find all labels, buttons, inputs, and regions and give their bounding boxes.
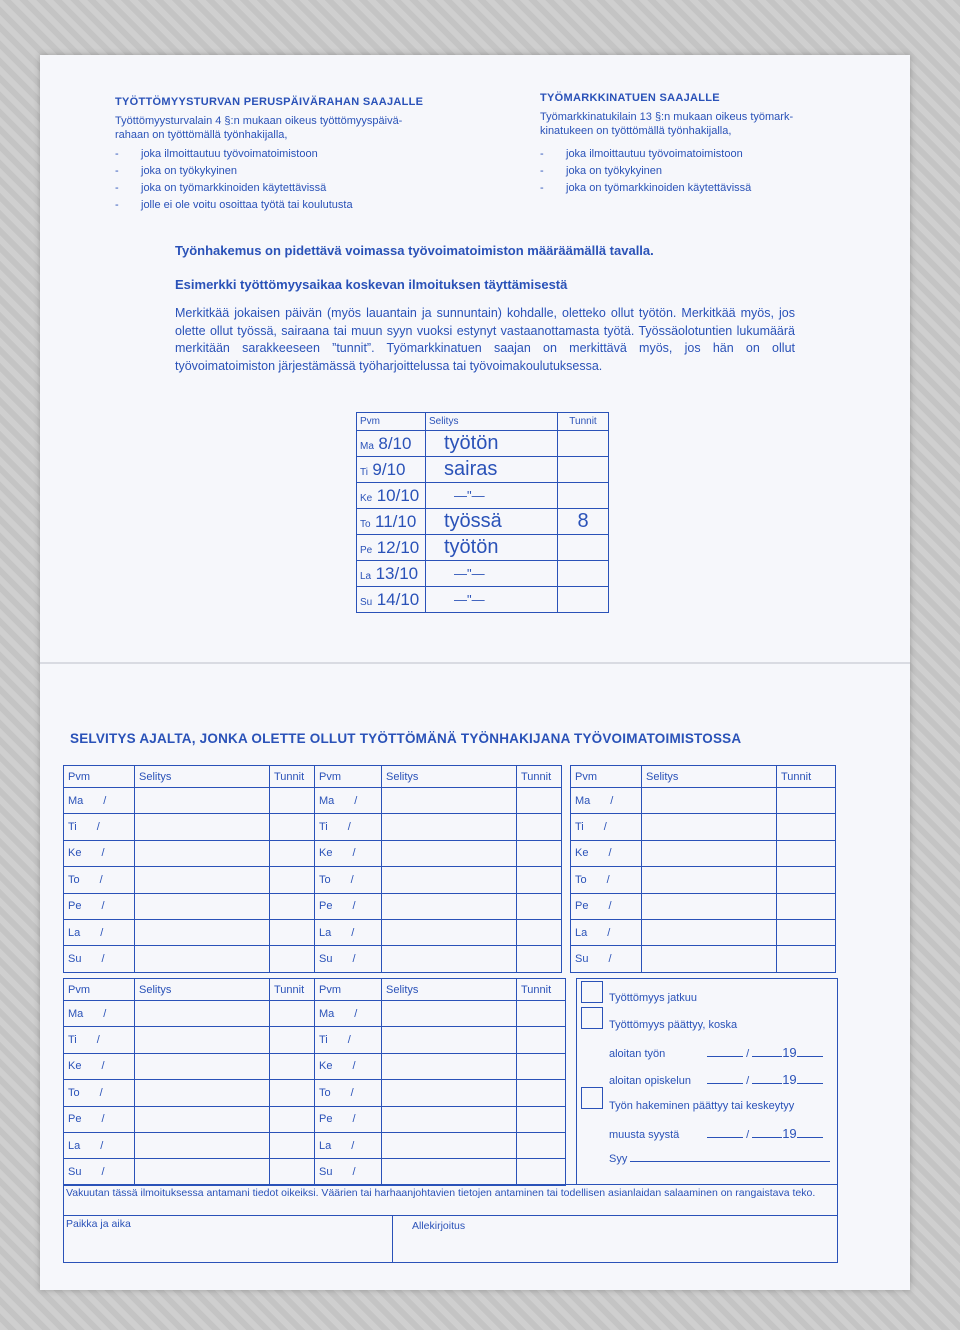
day-label: Pe: [68, 1113, 82, 1126]
description-field[interactable]: [135, 867, 270, 893]
start-study-day-field[interactable]: [707, 1083, 743, 1084]
column-gap: [562, 867, 571, 893]
hours-field[interactable]: [517, 946, 562, 972]
description-field[interactable]: [135, 840, 270, 866]
header-desc: Selitys: [382, 979, 517, 1001]
start-work-year-field[interactable]: [797, 1056, 823, 1057]
date-separator: /: [101, 1060, 105, 1073]
date-separator: /: [608, 900, 612, 913]
column-gap: [562, 919, 571, 945]
hours-field[interactable]: [517, 893, 562, 919]
hours-field[interactable]: [270, 1132, 315, 1158]
declaration-section: [63, 1184, 838, 1263]
place-date-label: Paikka ja aika: [66, 1218, 131, 1230]
description-field[interactable]: [135, 814, 270, 840]
date-field[interactable]: [64, 946, 135, 972]
date-field[interactable]: [315, 919, 382, 945]
description-field[interactable]: [382, 946, 517, 972]
description-field[interactable]: [382, 1132, 517, 1158]
left-intro-line-1: Työttömyysturvalain 4 §:n mukaan oikeus työttömyyspäivä-: [115, 115, 403, 127]
table-row: [64, 1132, 566, 1158]
header-date: Pvm: [315, 766, 382, 788]
table-row: [64, 1001, 566, 1027]
date-separator: /: [103, 1007, 107, 1020]
date-field[interactable]: [315, 1159, 382, 1185]
table-row: Ma 8/10 työtön: [357, 431, 609, 457]
continues-checkbox[interactable]: [581, 981, 603, 1003]
date-field[interactable]: [64, 840, 135, 866]
date-field[interactable]: [64, 893, 135, 919]
description-field[interactable]: [135, 1106, 270, 1132]
date-separator: /: [352, 847, 356, 860]
hours-field[interactable]: [777, 840, 836, 866]
date-separator: /: [101, 847, 105, 860]
date-separator: /: [101, 900, 105, 913]
header-desc: Selitys: [135, 766, 270, 788]
day-label: Ke: [68, 847, 82, 860]
hours-field[interactable]: [270, 840, 315, 866]
day-label: La: [319, 926, 332, 939]
hours-field[interactable]: [270, 1106, 315, 1132]
date-field[interactable]: [315, 1053, 382, 1079]
day-label: Ke: [319, 847, 333, 860]
day-label: Ke: [319, 1060, 333, 1073]
table-row: [64, 788, 836, 814]
hours-field[interactable]: [517, 1001, 566, 1027]
hours-field[interactable]: [270, 893, 315, 919]
other-reason-row: muusta syystä / 19: [609, 1126, 823, 1141]
hours-field[interactable]: [270, 1080, 315, 1106]
right-bullet-list: [540, 146, 870, 197]
day-label: Ti: [68, 1034, 77, 1047]
hours-field[interactable]: [777, 919, 836, 945]
benefit-info-right: [540, 92, 870, 197]
date-field[interactable]: [315, 840, 382, 866]
day-label: Ti: [575, 821, 584, 834]
date-separator: /: [100, 926, 104, 939]
header-date: Pvm: [571, 766, 642, 788]
left-heading: TYÖTTÖMYYSTURVAN PERUSPÄIVÄRAHAN SAAJALLE: [115, 96, 424, 108]
hours-field[interactable]: [517, 1159, 566, 1185]
search-ends-label: Työn hakeminen päättyy tai keskeytyy: [609, 1100, 795, 1112]
example-title: Esimerkki työttömyysaikaa koskevan ilmoituksen täyttämisestä: [175, 277, 568, 292]
table-row: [64, 1027, 566, 1053]
hours-field[interactable]: [517, 867, 562, 893]
header-date: Pvm: [64, 766, 135, 788]
continues-label: Työttömyys jatkuu: [609, 992, 698, 1004]
benefit-info-left: [115, 96, 495, 214]
column-gap: [562, 788, 571, 814]
table-row: Ti 9/10 sairas: [357, 457, 609, 483]
place-date-field[interactable]: [64, 1215, 393, 1263]
description-field[interactable]: [382, 919, 517, 945]
date-separator: /: [347, 1034, 351, 1047]
list-item: - jolle ei ole voitu osoittaa työtä tai koulutusta: [115, 199, 353, 211]
description-field[interactable]: [382, 1080, 517, 1106]
left-bullet-list: [115, 146, 495, 214]
other-month-field[interactable]: [752, 1137, 782, 1138]
date-field[interactable]: [571, 840, 642, 866]
description-field[interactable]: [642, 919, 777, 945]
list-item: - joka ilmoittautuu työvoimatoimistoon: [115, 148, 318, 160]
search-ends-checkbox[interactable]: [581, 1087, 603, 1109]
hours-field[interactable]: [270, 946, 315, 972]
ends-checkbox[interactable]: [581, 1007, 603, 1029]
column-gap: [562, 840, 571, 866]
table-row: [64, 1159, 566, 1185]
date-separator: /: [354, 794, 358, 807]
date-separator: /: [347, 821, 351, 834]
hours-field[interactable]: [270, 1027, 315, 1053]
date-field[interactable]: [315, 1132, 382, 1158]
hours-field[interactable]: [517, 1080, 566, 1106]
list-item: - joka on työmarkkinoiden käytettävissä: [115, 182, 327, 194]
description-field[interactable]: [642, 946, 777, 972]
description-field[interactable]: [382, 1053, 517, 1079]
date-separator: /: [96, 821, 100, 834]
date-separator: /: [101, 1166, 105, 1179]
description-field[interactable]: [382, 893, 517, 919]
day-label: Su: [68, 953, 82, 966]
reason-row: Syy: [609, 1153, 830, 1165]
day-label: La: [68, 926, 81, 939]
date-separator: /: [96, 1034, 100, 1047]
date-field[interactable]: [64, 867, 135, 893]
date-separator: /: [608, 847, 612, 860]
day-label: Ti: [319, 1034, 328, 1047]
start-study-month-field[interactable]: [752, 1083, 782, 1084]
date-separator: /: [103, 794, 107, 807]
hours-field[interactable]: [270, 1159, 315, 1185]
day-label: Pe: [319, 1113, 333, 1126]
day-label: La: [68, 1139, 81, 1152]
header-hours: Tunnit: [270, 979, 315, 1001]
date-separator: /: [608, 953, 612, 966]
date-separator: /: [100, 1139, 104, 1152]
table-row: [64, 946, 836, 972]
day-label: Su: [319, 1166, 333, 1179]
description-field[interactable]: [382, 1106, 517, 1132]
hours-field[interactable]: [270, 1053, 315, 1079]
date-separator: /: [351, 926, 355, 939]
day-label: To: [68, 1086, 80, 1099]
date-field[interactable]: [315, 1106, 382, 1132]
day-label: Pe: [319, 900, 333, 913]
hours-field[interactable]: [517, 814, 562, 840]
right-intro-line-2: kinatukeen on työttömällä työnhakijalla,: [540, 125, 732, 137]
start-work-day-field[interactable]: [707, 1056, 743, 1057]
weekly-report-grid-top: [63, 765, 836, 973]
description-field[interactable]: [382, 788, 517, 814]
hours-field[interactable]: [270, 1001, 315, 1027]
start-work-row: aloitan työn / 19: [609, 1045, 823, 1060]
left-intro-line-2: rahaan on työttömällä työnhakijalla,: [115, 129, 288, 141]
table-row: [64, 893, 836, 919]
hours-field[interactable]: [777, 814, 836, 840]
column-gap: [562, 814, 571, 840]
date-field[interactable]: [571, 867, 642, 893]
header-hours: Tunnit: [517, 766, 562, 788]
day-label: Ma: [68, 794, 84, 807]
table-row: Su 14/10 —"—: [357, 587, 609, 613]
date-field[interactable]: [315, 946, 382, 972]
hours-field[interactable]: [517, 1027, 566, 1053]
day-label: To: [68, 873, 80, 886]
description-field[interactable]: [382, 1159, 517, 1185]
description-field[interactable]: [135, 1159, 270, 1185]
list-item: - joka on työkykyinen: [540, 165, 662, 177]
date-field[interactable]: [64, 1001, 135, 1027]
form-title: SELVITYS AJALTA, JONKA OLETTE OLLUT TYÖTTÖMÄNÄ TYÖNHAKIJANA TYÖVOIMATOIMISTOSSA: [70, 731, 742, 746]
day-label: Ma: [319, 1007, 335, 1020]
header-desc: Selitys: [642, 766, 777, 788]
column-gap: [562, 893, 571, 919]
date-separator: /: [352, 1166, 356, 1179]
date-separator: /: [607, 926, 611, 939]
date-field[interactable]: [315, 788, 382, 814]
description-field[interactable]: [642, 814, 777, 840]
list-item: - joka on työmarkkinoiden käytettävissä: [540, 182, 752, 194]
hours-field[interactable]: [517, 1053, 566, 1079]
table-row: Pe 12/10 työtön: [357, 535, 609, 561]
hours-field[interactable]: [777, 893, 836, 919]
header-date: Pvm: [64, 979, 135, 1001]
date-separator: /: [610, 794, 614, 807]
column-gap: [562, 946, 571, 972]
paper-fold-line: [40, 662, 910, 664]
day-label: Ke: [68, 1060, 82, 1073]
description-field[interactable]: [135, 1132, 270, 1158]
day-label: Ma: [68, 1007, 84, 1020]
example-header-date: Pvm: [357, 413, 426, 431]
date-field[interactable]: [315, 1001, 382, 1027]
description-field[interactable]: [135, 893, 270, 919]
description-field[interactable]: [382, 867, 517, 893]
description-field[interactable]: [382, 1001, 517, 1027]
date-separator: /: [603, 821, 607, 834]
header-date: Pvm: [315, 979, 382, 1001]
hours-field[interactable]: [517, 919, 562, 945]
date-field[interactable]: [64, 1132, 135, 1158]
date-separator: /: [606, 873, 610, 886]
date-field[interactable]: [64, 1106, 135, 1132]
date-field[interactable]: [64, 814, 135, 840]
day-label: Ma: [319, 794, 335, 807]
date-separator: /: [99, 1086, 103, 1099]
day-label: Ti: [319, 821, 328, 834]
hours-field[interactable]: [270, 919, 315, 945]
hours-field[interactable]: [777, 788, 836, 814]
day-label: La: [575, 926, 588, 939]
description-field[interactable]: [135, 1027, 270, 1053]
day-label: To: [319, 1086, 331, 1099]
list-item: - joka on työkykyinen: [115, 165, 237, 177]
reason-field[interactable]: [630, 1161, 830, 1162]
date-field[interactable]: [64, 1053, 135, 1079]
description-field[interactable]: [642, 840, 777, 866]
unemployment-status-panel: [576, 978, 838, 1185]
date-field[interactable]: [64, 1027, 135, 1053]
description-field[interactable]: [135, 1080, 270, 1106]
right-intro-line-1: Työmarkkinatukilain 13 §:n mukaan oikeus työmark-: [540, 111, 794, 123]
description-field[interactable]: [642, 867, 777, 893]
day-label: Ma: [575, 794, 591, 807]
date-separator: /: [350, 873, 354, 886]
date-separator: /: [352, 900, 356, 913]
date-separator: /: [354, 1007, 358, 1020]
example-header-hours: Tunnit: [558, 413, 609, 431]
date-separator: /: [101, 953, 105, 966]
declaration-text: Vakuutan tässä ilmoituksessa antamani tiedot oikeiksi. Väärien tai harhaanjohtavien tietojen antaminen tai todellisen asianlaidan salaaminen on rangaistava teko.: [66, 1187, 816, 1199]
header-hours: Tunnit: [270, 766, 315, 788]
weekly-report-grid-bottom: [63, 978, 566, 1186]
date-field[interactable]: [315, 867, 382, 893]
date-separator: /: [352, 1060, 356, 1073]
date-field[interactable]: [571, 814, 642, 840]
ends-label: Työttömyys päättyy, koska: [609, 1019, 738, 1031]
hours-field[interactable]: [517, 788, 562, 814]
hours-field[interactable]: [270, 814, 315, 840]
date-separator: /: [101, 1113, 105, 1126]
date-separator: /: [99, 873, 103, 886]
table-row: [64, 867, 836, 893]
hours-field[interactable]: [777, 867, 836, 893]
example-instructions: Merkitkää jokaisen päivän (myös lauantain ja sunnuntain) kohdalle, oletteko ollut työtön. Merkitkää myös, jos olette ollut työssä, sairaana tai muun syyn vuoksi estynyt vastaanottamasta työtä. Työssäolotuntien lukumäärä merkitään sarakkeeseen ”tunnit”. Työmarkkinatuen saajan on merkittävä myös, jos hän on ollut työvoimatoimiston järjestämässä työharjoittelussa tai työvoimakoulutuksessa.: [175, 306, 795, 373]
description-field[interactable]: [382, 814, 517, 840]
date-separator: /: [350, 1086, 354, 1099]
table-row: [64, 1080, 566, 1106]
header-desc: Selitys: [135, 979, 270, 1001]
date-field[interactable]: [64, 788, 135, 814]
date-field[interactable]: [64, 1159, 135, 1185]
hours-field[interactable]: [777, 946, 836, 972]
header-hours: Tunnit: [517, 979, 566, 1001]
date-separator: /: [351, 1139, 355, 1152]
other-day-field[interactable]: [707, 1137, 743, 1138]
description-field[interactable]: [135, 788, 270, 814]
table-row: [64, 814, 836, 840]
description-field[interactable]: [135, 919, 270, 945]
description-field[interactable]: [382, 1027, 517, 1053]
day-label: Ke: [575, 847, 589, 860]
header-desc: Selitys: [382, 766, 517, 788]
example-header-desc: Selitys: [426, 413, 558, 431]
hours-field[interactable]: [270, 788, 315, 814]
application-notice: Työnhakemus on pidettävä voimassa työvoimatoimiston määräämällä tavalla.: [175, 243, 654, 258]
table-row: [64, 1106, 566, 1132]
day-label: To: [319, 873, 331, 886]
date-field[interactable]: [315, 1080, 382, 1106]
table-row: [64, 840, 836, 866]
right-heading: TYÖMARKKINATUEN SAAJALLE: [540, 92, 720, 104]
date-field[interactable]: [571, 946, 642, 972]
start-study-row: aloitan opiskelun / 19: [609, 1072, 823, 1087]
date-field[interactable]: [315, 814, 382, 840]
header-hours: Tunnit: [777, 766, 836, 788]
form-sheet: [40, 55, 910, 1290]
date-field[interactable]: [315, 1027, 382, 1053]
hours-field[interactable]: [270, 867, 315, 893]
table-row: Ke 10/10 —"—: [357, 483, 609, 509]
day-label: Su: [575, 953, 589, 966]
day-label: La: [319, 1139, 332, 1152]
date-field[interactable]: [64, 919, 135, 945]
day-label: Ti: [68, 821, 77, 834]
day-label: Su: [68, 1166, 82, 1179]
table-row: [64, 919, 836, 945]
start-study-year-field[interactable]: [797, 1083, 823, 1084]
hours-field[interactable]: [517, 1132, 566, 1158]
example-table: [356, 412, 609, 613]
day-label: Pe: [68, 900, 82, 913]
description-field[interactable]: [135, 946, 270, 972]
date-field[interactable]: [571, 788, 642, 814]
list-item: - joka ilmoittautuu työvoimatoimistoon: [540, 148, 743, 160]
date-separator: /: [352, 1113, 356, 1126]
description-field[interactable]: [135, 1001, 270, 1027]
other-year-field[interactable]: [797, 1137, 823, 1138]
day-label: To: [575, 873, 587, 886]
date-separator: /: [352, 953, 356, 966]
start-work-month-field[interactable]: [752, 1056, 782, 1057]
date-field[interactable]: [315, 893, 382, 919]
description-field[interactable]: [642, 788, 777, 814]
hours-field[interactable]: [517, 1106, 566, 1132]
signature-label: Allekirjoitus: [412, 1220, 466, 1232]
description-field[interactable]: [642, 893, 777, 919]
date-field[interactable]: [571, 893, 642, 919]
description-field[interactable]: [382, 840, 517, 866]
date-field[interactable]: [64, 1080, 135, 1106]
signature-field[interactable]: [392, 1215, 837, 1263]
table-row: La 13/10 —"—: [357, 561, 609, 587]
date-field[interactable]: [571, 919, 642, 945]
hours-field[interactable]: [517, 840, 562, 866]
day-label: Su: [319, 953, 333, 966]
day-label: Pe: [575, 900, 589, 913]
table-row: To 11/10 työssä 8: [357, 509, 609, 535]
description-field[interactable]: [135, 1053, 270, 1079]
table-row: [64, 1053, 566, 1079]
